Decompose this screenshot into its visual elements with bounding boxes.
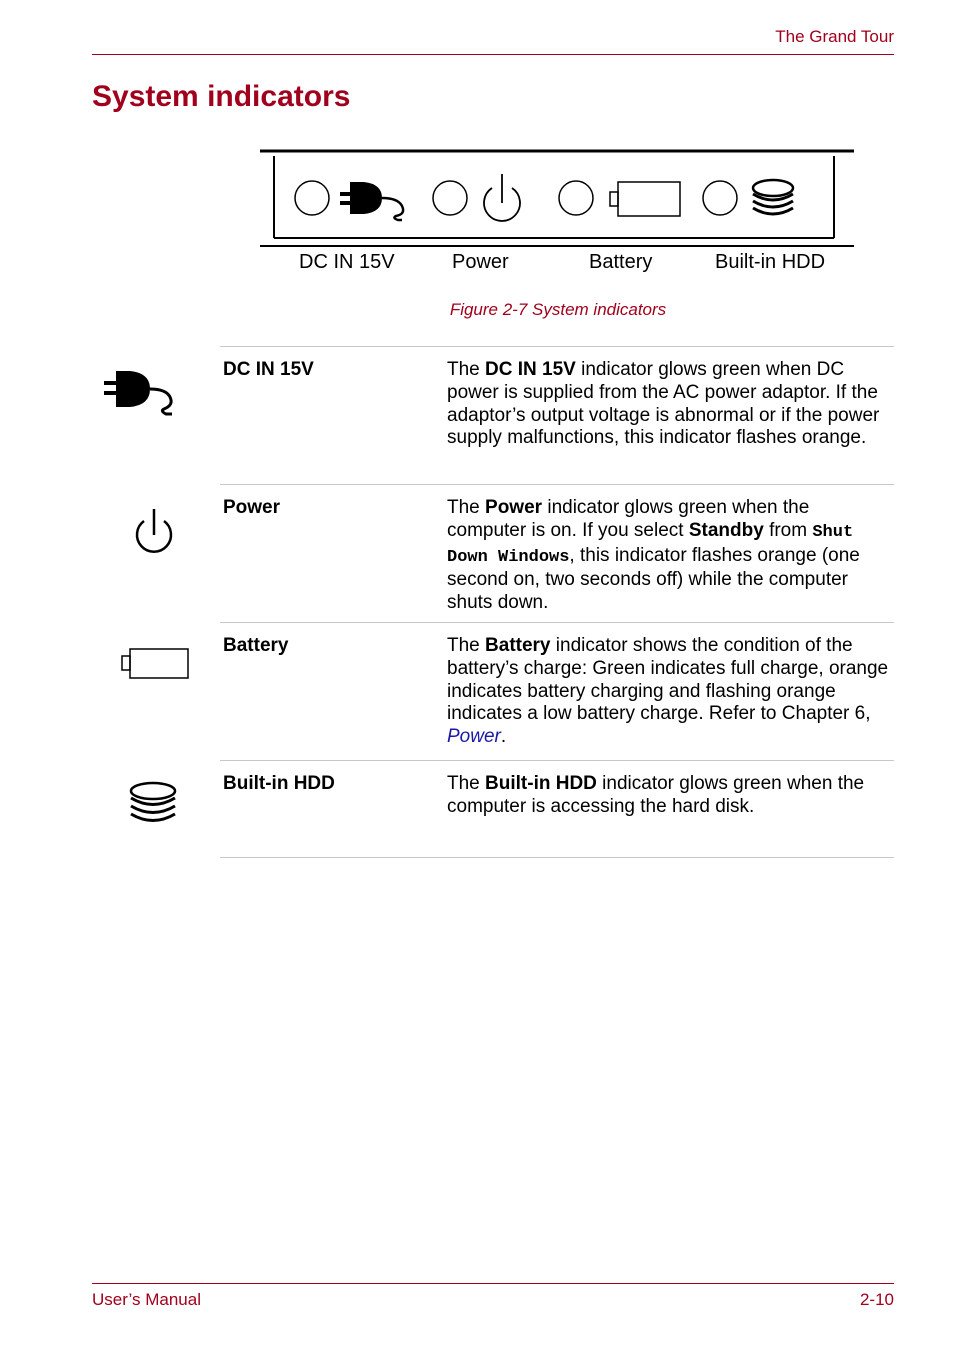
indicator-panel-diagram: [260, 148, 856, 248]
hdd-icon: [126, 781, 180, 829]
footer-rule: [92, 1283, 894, 1284]
battery-icon: [120, 647, 192, 681]
table-row-hdd: [220, 760, 894, 858]
power-icon: [134, 507, 174, 557]
footer-manual-title: User’s Manual: [92, 1290, 201, 1309]
dc-in-plug-icon: [340, 182, 403, 220]
system-indicators-figure: [260, 148, 856, 288]
page-number: 2-10: [859, 1290, 894, 1309]
row-description: The Power indicator glows green when the computer is on. If you select Standby from Shut Down Windows, this indicator flashes orange (one second on, two seconds off) while the computer shuts down.: [447, 497, 860, 614]
row-name: DC IN 15V: [223, 359, 314, 380]
row-description: The Built-in HDD indicator glows green when the computer is accessing the hard disk.: [447, 773, 865, 817]
power-led: [433, 181, 467, 215]
row-description: The Battery indicator shows the condition of the battery’s charge: Green indicates full charge, orange indicates battery charging and flashing orange indicates a low battery charge. Refer to Chapter 6, Power.: [447, 635, 889, 748]
figure-label-battery: Battery: [589, 251, 653, 273]
figure-label-power: Power: [452, 251, 509, 273]
table-row-dc-in: [220, 346, 894, 484]
power-chapter-link[interactable]: Power: [447, 726, 501, 748]
row-name: Battery: [223, 635, 289, 656]
header-rule: [92, 54, 894, 55]
table-row-battery: [220, 622, 894, 760]
indicator-table: [220, 346, 894, 858]
page-title: System indicators: [92, 80, 351, 113]
figure-caption: Figure 2-7 System indicators: [449, 300, 667, 319]
hdd-icon: [753, 180, 793, 214]
dc-in-plug-icon: [100, 367, 176, 421]
row-description: The DC IN 15V indicator glows green when DC power is supplied from the AC power adaptor. If the adaptor’s output voltage is abnormal or if the power supply malfunctions, this indicator flashes orange.: [447, 359, 880, 449]
battery-icon: [610, 182, 680, 216]
power-icon: [484, 174, 520, 221]
chapter-title: The Grand Tour: [775, 27, 894, 46]
dc-in-led: [295, 181, 329, 215]
figure-label-hdd: Built-in HDD: [715, 251, 826, 273]
hdd-led: [703, 181, 737, 215]
figure-label-dc-in: DC IN 15V: [299, 251, 395, 273]
battery-led: [559, 181, 593, 215]
row-name: Power: [223, 497, 281, 518]
row-name: Built-in HDD: [223, 773, 335, 794]
table-row-power: [220, 484, 894, 622]
